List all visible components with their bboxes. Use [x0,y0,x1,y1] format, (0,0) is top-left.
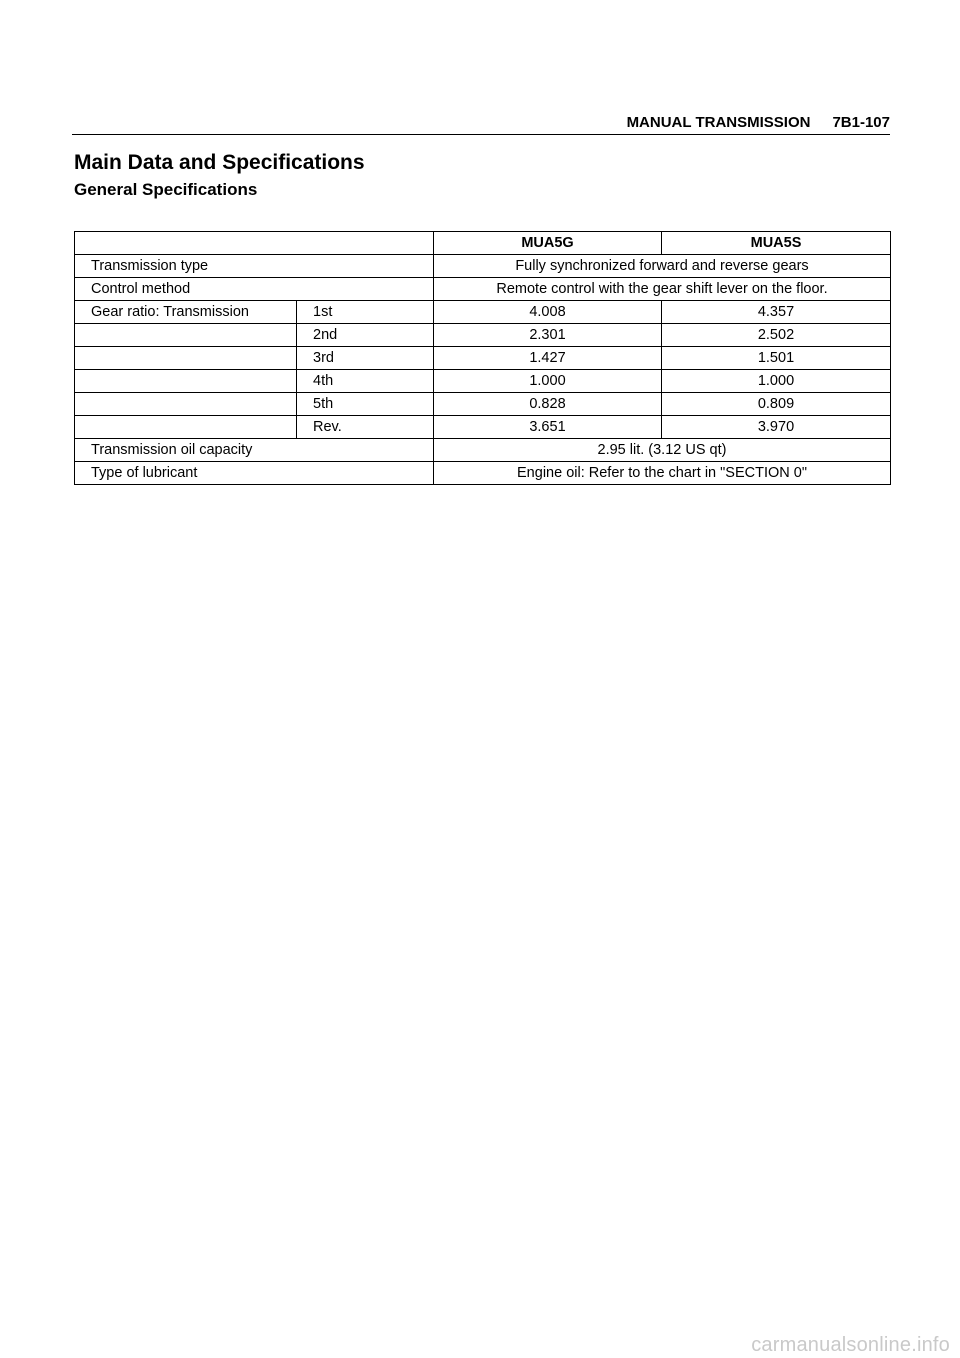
gear-ratio-mua5s: 1.000 [662,370,891,393]
gear-label: 4th [297,370,434,393]
gear-ratio-mua5g: 3.651 [434,416,662,439]
lubricant-value: Engine oil: Refer to the chart in "SECTION 0" [434,462,891,485]
oil-capacity-label: Transmission oil capacity [75,439,434,462]
gear-label: 2nd [297,324,434,347]
control-method-label: Control method [75,278,434,301]
table-row [75,370,891,393]
gear-ratio-mua5g: 0.828 [434,393,662,416]
gear-ratio-mua5g: 4.008 [434,301,662,324]
table-row [75,462,891,485]
page-header [72,114,890,135]
gear-ratio-mua5s: 0.809 [662,393,891,416]
column-header-mua5s: MUA5S [662,232,891,255]
gear-ratio-mua5s: 1.501 [662,347,891,370]
table-row [75,324,891,347]
table-header-row [75,232,891,255]
table-row [75,347,891,370]
empty-cell [75,324,297,347]
gear-label: 3rd [297,347,434,370]
gear-ratio-mua5g: 1.000 [434,370,662,393]
gear-ratio-mua5s: 3.970 [662,416,891,439]
column-header-mua5g: MUA5G [434,232,662,255]
gear-ratio-label: Gear ratio: Transmission [75,301,297,324]
table-row [75,416,891,439]
transmission-type-value: Fully synchronized forward and reverse gears [434,255,891,278]
gear-ratio-mua5g: 2.301 [434,324,662,347]
control-method-value: Remote control with the gear shift lever on the floor. [434,278,891,301]
specifications-table [74,231,891,485]
table-row [75,301,891,324]
table-row [75,278,891,301]
header-blank-cell [75,232,434,255]
page-title: Main Data and Specifications [74,151,365,174]
transmission-type-label: Transmission type [75,255,434,278]
page-number: 7B1-107 [832,114,890,131]
oil-capacity-value: 2.95 lit. (3.12 US qt) [434,439,891,462]
site-watermark: carmanualsonline.info [751,1334,950,1356]
empty-cell [75,393,297,416]
table-row [75,439,891,462]
page-subtitle: General Specifications [74,180,258,199]
lubricant-label: Type of lubricant [75,462,434,485]
gear-label: 1st [297,301,434,324]
empty-cell [75,347,297,370]
empty-cell [75,416,297,439]
table-row [75,255,891,278]
section-title: MANUAL TRANSMISSION [626,114,811,131]
gear-label: Rev. [297,416,434,439]
gear-label: 5th [297,393,434,416]
gear-ratio-mua5g: 1.427 [434,347,662,370]
gear-ratio-mua5s: 4.357 [662,301,891,324]
table-row [75,393,891,416]
empty-cell [75,370,297,393]
gear-ratio-mua5s: 2.502 [662,324,891,347]
